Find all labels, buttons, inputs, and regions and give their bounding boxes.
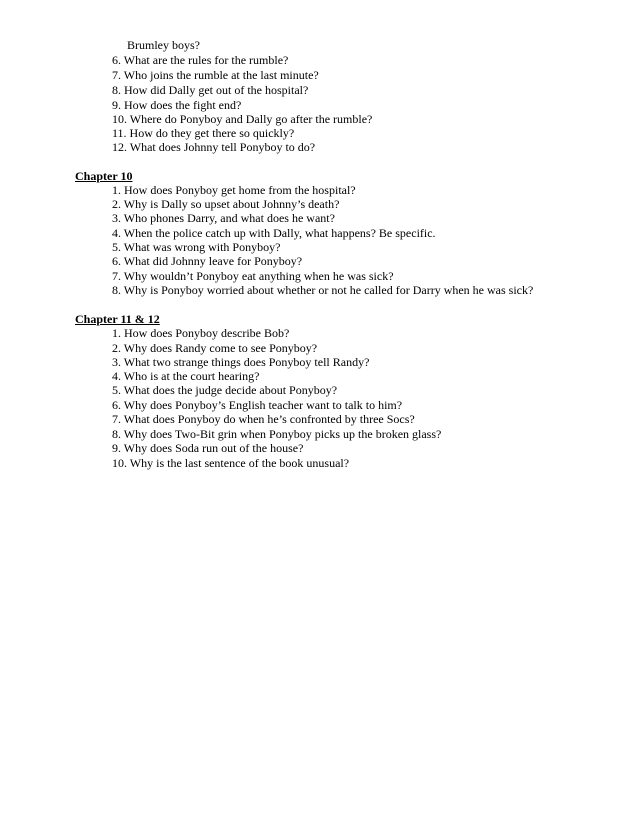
question-item: 9. Why does Soda run out of the house?: [112, 441, 304, 455]
question-item: 1. How does Ponyboy describe Bob?: [112, 326, 290, 340]
question-item: 2. Why is Dally so upset about Johnny’s death?: [112, 197, 340, 211]
question-item: 8. Why does Two-Bit grin when Ponyboy picks up the broken glass?: [112, 427, 442, 441]
chapter-10-heading: Chapter 10: [75, 169, 133, 183]
question-item: 3. What two strange things does Ponyboy tell Randy?: [112, 355, 370, 369]
question-item: 4. When the police catch up with Dally, what happens? Be specific.: [112, 226, 436, 240]
question-item: 7. What does Ponyboy do when he’s confronted by three Socs?: [112, 412, 415, 426]
question-item: 5. What does the judge decide about Ponyboy?: [112, 383, 338, 397]
question-item: 4. Who is at the court hearing?: [112, 369, 260, 383]
question-item: 1. How does Ponyboy get home from the hospital?: [112, 183, 356, 197]
question-item: 8. Why is Ponyboy worried about whether or not he called for Darry when he was sick?: [112, 283, 534, 297]
question-item: 11. How do they get there so quickly?: [112, 126, 295, 140]
question-item: 5. What was wrong with Ponyboy?: [112, 240, 281, 254]
question-item: 2. Why does Randy come to see Ponyboy?: [112, 341, 318, 355]
question-item: 9. How does the fight end?: [112, 98, 242, 112]
question-item: 7. Who joins the rumble at the last minute?: [112, 68, 319, 82]
question-item: 7. Why wouldn’t Ponyboy eat anything when he was sick?: [112, 269, 394, 283]
question-item: 3. Who phones Darry, and what does he want?: [112, 211, 335, 225]
question-item: 6. Why does Ponyboy’s English teacher want to talk to him?: [112, 398, 403, 412]
question-item: 6. What are the rules for the rumble?: [112, 53, 289, 67]
chapter-11-12-heading: Chapter 11 & 12: [75, 312, 160, 326]
question-item: 10. Where do Ponyboy and Dally go after the rumble?: [112, 112, 373, 126]
question-item: 10. Why is the last sentence of the book unusual?: [112, 456, 350, 470]
question-item: 12. What does Johnny tell Ponyboy to do?: [112, 140, 316, 154]
question-item: 6. What did Johnny leave for Ponyboy?: [112, 254, 303, 268]
question-item: 8. How did Dally get out of the hospital?: [112, 83, 309, 97]
continuation-line: Brumley boys?: [127, 38, 200, 52]
